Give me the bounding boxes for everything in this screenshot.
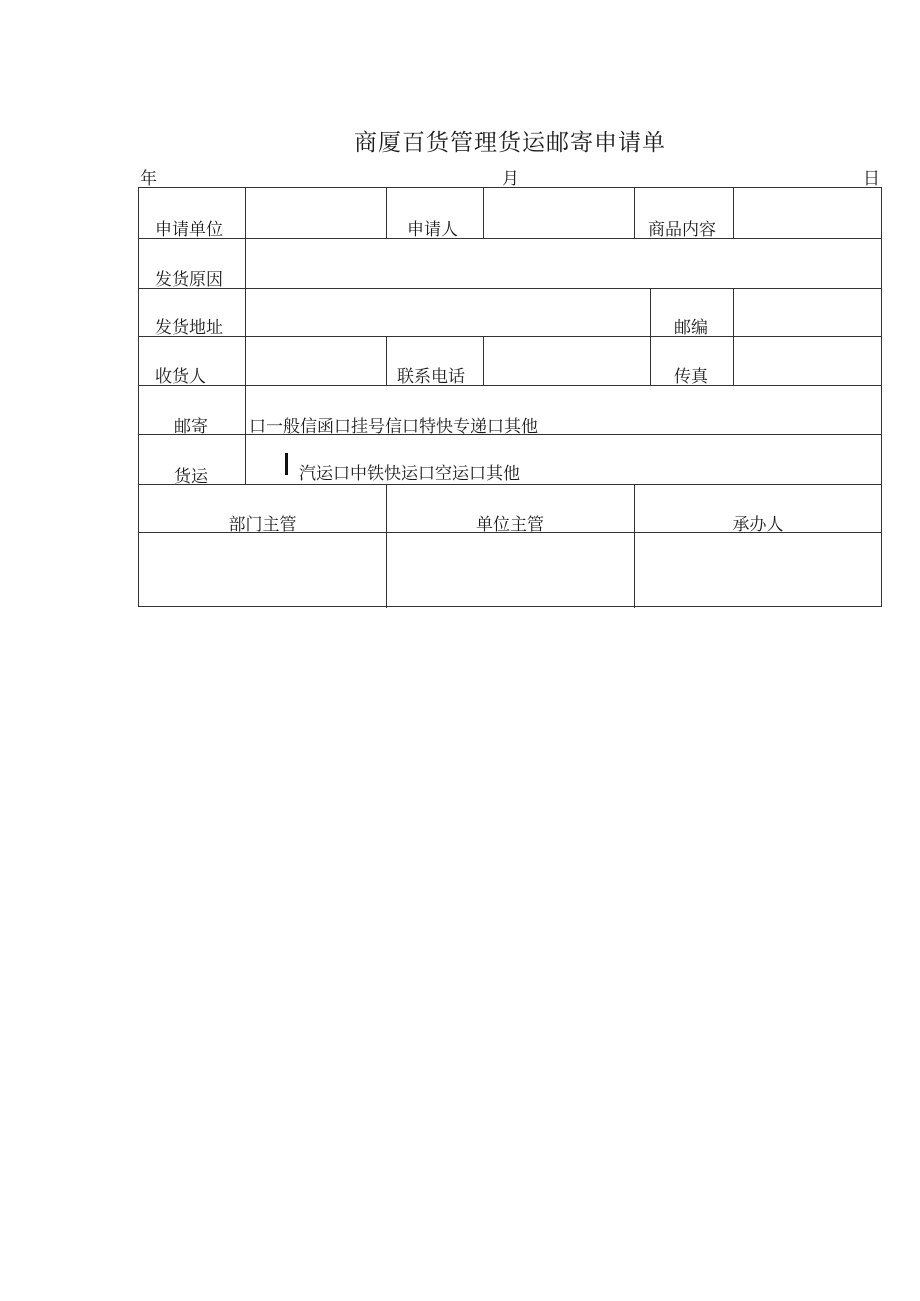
handler-label: 承办人 [732, 515, 784, 535]
applicant-label: 申请人 [407, 220, 458, 240]
column-divider [634, 188, 635, 238]
ship-reason-field[interactable] [246, 239, 882, 288]
ship-address-field[interactable] [246, 289, 650, 336]
dept-manager-label: 部门主管 [228, 515, 297, 535]
freight-label: 货运 [174, 467, 208, 487]
goods-content-field[interactable] [734, 189, 882, 238]
date-day-label: 日 [863, 169, 880, 189]
receiver-label: 收货人 [155, 367, 206, 387]
application-form-table [138, 187, 882, 607]
column-divider [650, 336, 651, 385]
column-divider [386, 188, 387, 238]
text-cursor-mark [285, 453, 288, 475]
form-title: 商厦百货管理货运邮寄申请单 [354, 130, 666, 156]
row-divider [139, 385, 881, 386]
apply-unit-label: 申请单位 [155, 220, 223, 240]
dept-manager-signature-field[interactable] [140, 533, 386, 607]
applicant-field[interactable] [484, 189, 634, 238]
fax-field[interactable] [734, 337, 882, 385]
phone-label: 联系电话 [397, 367, 465, 387]
goods-content-label: 商品内容 [648, 220, 716, 240]
ship-reason-label: 发货原因 [155, 270, 223, 290]
unit-manager-label: 单位主管 [476, 515, 544, 535]
date-year-label: 年 [140, 169, 157, 189]
unit-manager-signature-field[interactable] [387, 533, 634, 607]
mail-label: 邮寄 [174, 417, 208, 437]
row-divider [139, 484, 881, 485]
apply-unit-field[interactable] [246, 189, 386, 238]
postcode-field[interactable] [734, 289, 882, 336]
ship-address-label: 发货地址 [155, 318, 223, 338]
phone-field[interactable] [484, 337, 650, 385]
date-month-label: 月 [502, 169, 519, 189]
handler-signature-field[interactable] [635, 533, 882, 607]
postcode-label: 邮编 [674, 318, 708, 338]
column-divider [386, 336, 387, 385]
fax-label: 传真 [674, 367, 708, 387]
freight-options-text: 汽运口中铁快运口空运口其他 [299, 464, 520, 484]
column-divider [650, 288, 651, 336]
receiver-field[interactable] [246, 337, 386, 385]
mail-options-text: 口一般信函口挂号信口特快专递口其他 [249, 417, 538, 437]
date-row [138, 164, 882, 189]
